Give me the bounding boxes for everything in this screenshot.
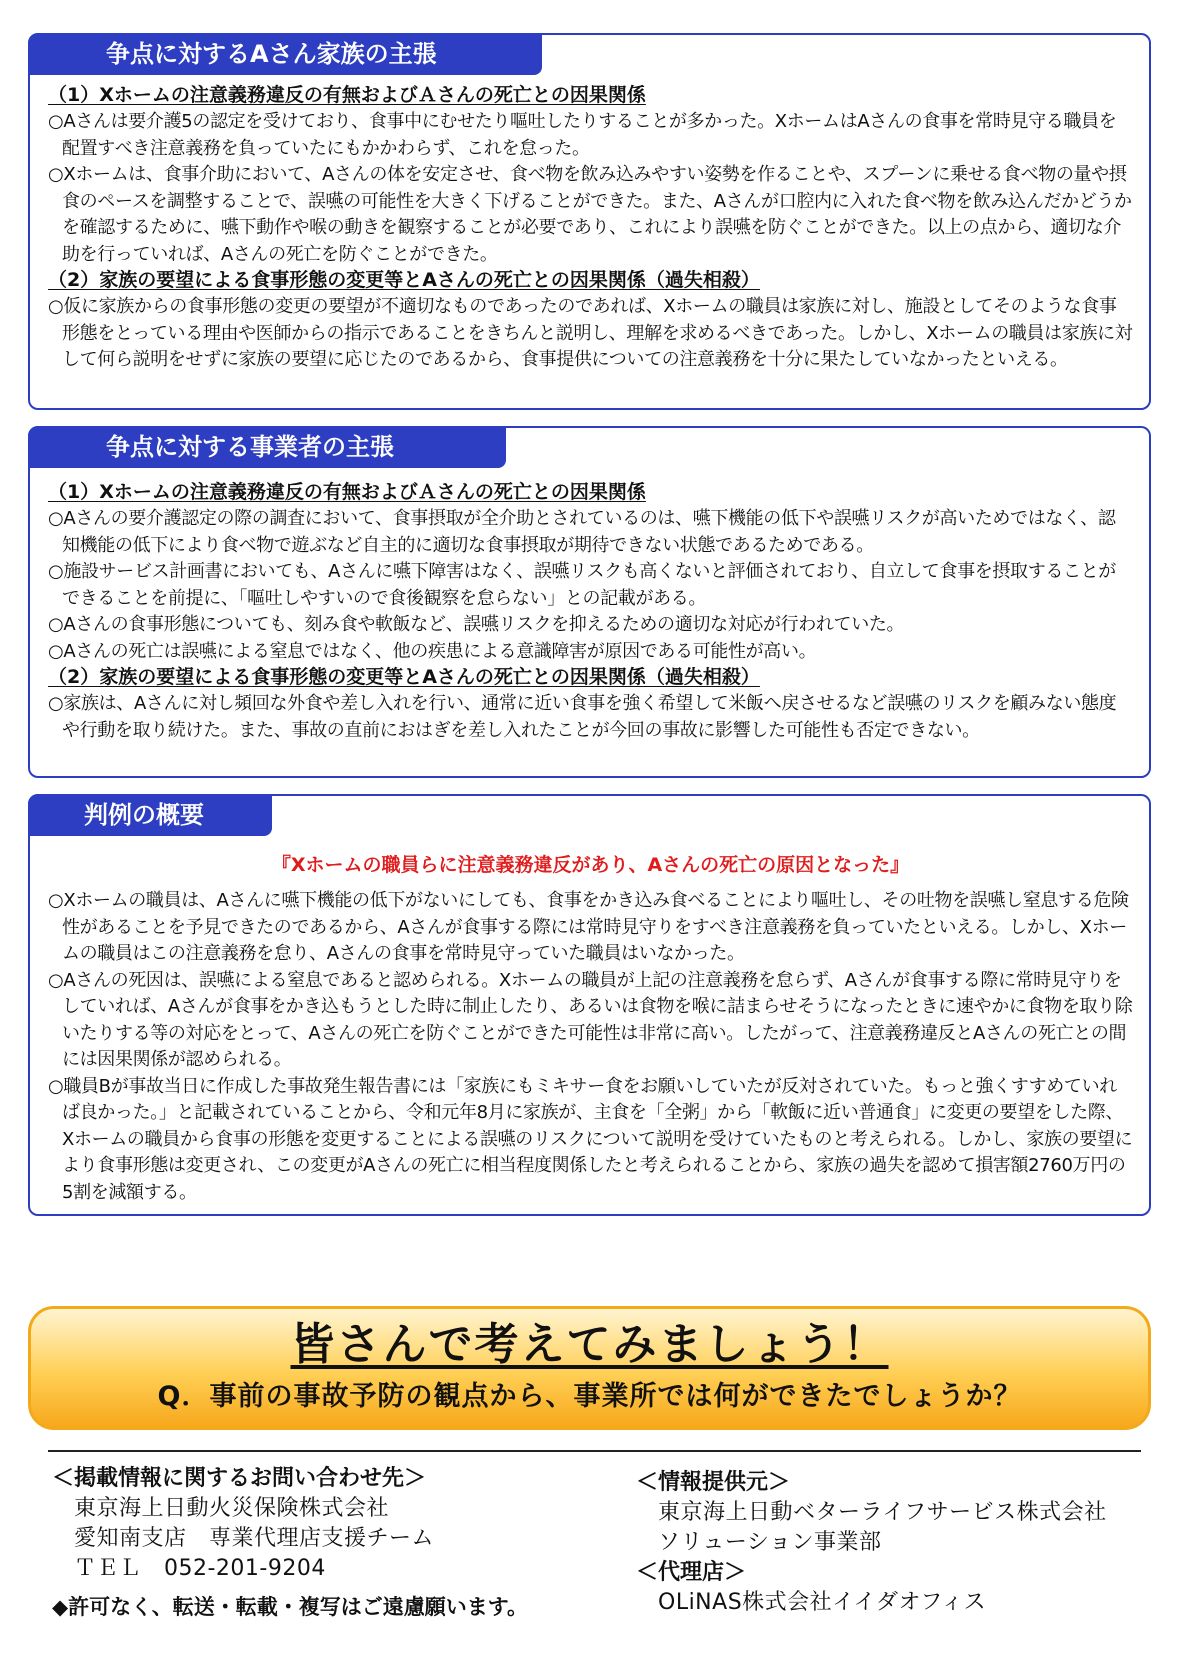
agent-name: OLiNAS株式会社イイダオフィス <box>658 1590 987 1615</box>
family-issue1-para-1: ○Aさんは要介護5の認定を受けており、食事中にむせたり嘔吐したりすることが多かった。XホームはAさんの食事を常時見守る職員を配置すべき注意義務を負っていたにもかかわらず、これを怠った。 <box>48 111 1117 159</box>
ruling-para-3: ○職員Bが事故当日に作成した事故発生報告書には「家族にもミキサー食をお願いしていたが反対されていた。もっと強くすすめていれば良かった。」と記載されていることから、令和元年8月に家族が、主食を「全粥」から「軟飯に近い普通食」に変更の要望をした際、Xホームの職員から食事の形態を変更することによる誤嚥のリスクについて説明を受けていたものと考えられる。しかし、家族の要望により食事形態は変更され、この変更がAさんの死亡に相当程度関係したと考えられることから、家族の過失を認めて損害額2760万円の5割を減額する。 <box>48 1075 1133 1203</box>
operator-claims-header: 争点に対する事業者の主張 <box>28 426 506 468</box>
footer-contact <box>52 1464 652 1622</box>
discussion-question: Q．事前の事故予防の観点から、事業所では何ができたでしょうか？ <box>157 1381 1022 1412</box>
family-claims-box <box>28 33 1151 410</box>
contact-heading: ＜掲載情報に関するお問い合わせ先＞ <box>52 1466 427 1491</box>
operator-issue1-para-2: ○施設サービス計画書においても、Aさんに嚥下障害はなく、誤嚥リスクも高くないと評価されており、自立して食事を摂取することができることを前提に、「嘔吐しやすいので食後観察を怠らない」との記載がある。 <box>48 561 1116 609</box>
operator-issue1-para-3: ○Aさんの食事形態についても、刻み食や軟飯など、誤嚥リスクを抑えるための適切な対応が行われていた。 <box>48 614 905 635</box>
discussion-banner <box>28 1306 1151 1430</box>
operator-issue1-title: （1）Xホームの注意義務違反の有無およびＡさんの死亡との因果関係 <box>48 481 646 503</box>
family-issue2-title: （2）家族の要望による食事形態の変更等とAさんの死亡との因果関係（過失相殺） <box>48 269 760 291</box>
discussion-title: 皆さんで考えてみましょう！ <box>290 1319 889 1370</box>
operator-issue2-title: （2）家族の要望による食事形態の変更等とAさんの死亡との因果関係（過失相殺） <box>48 666 760 688</box>
family-issue1-title: （1）Xホームの注意義務違反の有無およびＡさんの死亡との因果関係 <box>48 84 646 106</box>
ruling-para-1: ○Xホームの職員は、Aさんに嚥下機能の低下がないにしても、食事をかき込み食べることにより嘔吐し、その吐物を誤嚥し窒息する危険性があることを予見できたのであるから、Aさんが食事する際には常時見守りをすべき注意義務を負っていたといえる。しかし、Xホームの職員はこの注意義務を怠り、Aさんの食事を常時見守っていた職員はいなかった。 <box>48 890 1129 964</box>
family-issue2-para-1: ○仮に家族からの食事形態の変更の要望が不適切なものであったのであれば、Xホームの職員は家族に対し、施設としてそのような食事形態をとっている理由や医師からの指示であることをきちんと説明し、理解を求めるべきであった。しかし、Xホームの職員は家族に対して何ら説明をせずに家族の要望に応じたのであるから、食事提供についての注意義務を十分に果たしていなかったといえる。 <box>48 296 1133 370</box>
footer-provider <box>636 1468 1176 1618</box>
family-issue1-para-2: ○Xホームは、食事介助において、Aさんの体を安定させ、食べ物を飲み込みやすい姿勢を作ることや、スプーンに乗せる食べ物の量や摂食のペースを調整することで、誤嚥の可能性を大きく下げることができた。また、Aさんが口腔内に入れた食べ物を飲み込んだかどうかを確認するために、嚥下動作や喉の動きを観察することが必要であり、これにより誤嚥を防ぐことができた。以上の点から、適切な介助を行っていれば、Aさんの死亡を防ぐことができた。 <box>48 164 1132 265</box>
copy-notice: ◆許可なく、転送・転載・複写はご遠慮願います。 <box>52 1595 529 1619</box>
contact-branch: 愛知南支店 専業代理店支援チーム <box>74 1526 435 1551</box>
ruling-verdict: 『Xホームの職員らに注意義務違反があり、Aさんの死亡の原因となった』 <box>271 854 910 876</box>
provider-company: 東京海上日動ベターライフサービス株式会社 <box>658 1500 1107 1525</box>
agent-heading: ＜代理店＞ <box>636 1560 747 1585</box>
ruling-box <box>28 794 1151 1216</box>
contact-company: 東京海上日動火災保険株式会社 <box>74 1496 390 1521</box>
family-claims-content <box>48 83 1133 374</box>
provider-dept: ソリューション事業部 <box>658 1530 882 1555</box>
ruling-para-2: ○Aさんの死因は、誤嚥による窒息であると認められる。Xホームの職員が上記の注意義務を怠らず、Aさんが食事する際に常時見守りをしていれば、Aさんが食事をかき込もうとした時に制止したり、あるいは食物を喉に詰まらせそうになったときに速やかに食物を取り除いたりする等の対応をとって、Aさんの死亡を防ぐことができた可能性は非常に高い。したがって、注意義務違反とAさんの死亡との間には因果関係が認められる。 <box>48 969 1133 1070</box>
operator-issue1-para-1: ○Aさんの要介護認定の際の調査において、食事摂取が全介助とされているのは、嚥下機能の低下や誤嚥リスクが高いためではなく、認知機能の低下により食べ物で遊ぶなど自主的に適切な食事摂取が期待できない状態であるためである。 <box>48 508 1116 556</box>
footer-divider <box>48 1450 1141 1452</box>
operator-issue2-para-1: ○家族は、Aさんに対し頻回な外食や差し入れを行い、通常に近い食事を強く希望して米飯へ戻させるなど誤嚥のリスクを顧みない態度や行動を取り続けた。また、事故の直前におはぎを差し入れたことが今回の事故に影響した可能性も否定できない。 <box>48 693 1117 741</box>
ruling-header: 判例の概要 <box>28 794 272 836</box>
operator-issue1-para-4: ○Aさんの死亡は誤嚥による窒息ではなく、他の疾患による意識障害が原因である可能性が高い。 <box>48 640 817 662</box>
operator-claims-box <box>28 426 1151 778</box>
provider-heading: ＜情報提供元＞ <box>636 1470 791 1495</box>
ruling-content <box>48 852 1133 1206</box>
family-claims-header: 争点に対するAさん家族の主張 <box>28 33 542 75</box>
contact-tel: ＴＥＬ 052-201-9204 <box>74 1556 326 1581</box>
operator-claims-content <box>48 480 1133 744</box>
